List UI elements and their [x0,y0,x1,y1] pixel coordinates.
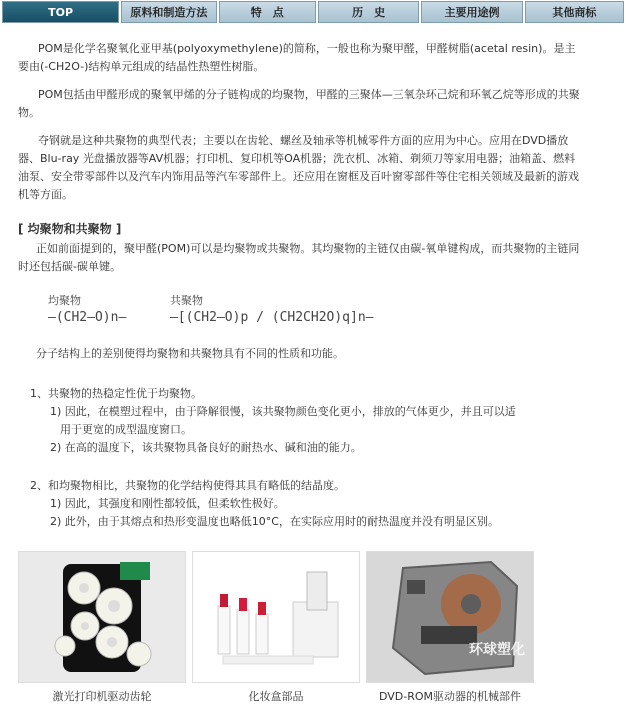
list-2-item-1: 1) 因此，其强度和刚性都较低，但柔软性极好。 [50,497,285,510]
intro-paragraph-1: POM是化学名聚氧化亚甲基(polyoxymethylene)的简称，一般也称为聚甲醛，甲醛树脂(acetal resin)。是主要由(-CH2O-)结构单元组成的结晶性热塑性树脂。 [18,42,576,73]
dvd-drive-parts-image [366,551,534,683]
list-2-head: 2、和均聚物相比，共聚物的化学结构使得其具有略低的结晶度。 [30,479,345,492]
list-1-head: 1、共聚物的热稳定性优于均聚物。 [30,387,202,400]
list-2 [30,477,600,531]
list-1-item-2: 2) 在高的温度下，该共聚物具备良好的耐热水、碱和油的能力。 [50,441,362,454]
copolymer-label: 共聚物 [170,294,203,307]
tab-uses[interactable]: 主要用途例 [421,1,522,23]
tab-top[interactable]: TOP [2,1,119,23]
intro-paragraph-3: 夺钢就是这种共聚物的典型代表；主要以在齿轮、螺丝及轴承等机械零件方面的应用为中心。应用在DVD播放器、Blu-ray 光盘播放器等AV机器；打印机、复印机等OA机器；洗衣机、冰箱、剃须刀等家用电器；油箱盖、燃料油泵、安全带零部件以及汽车内饰用品等汽车零部件上。还应用在窗框及百叶窗零部件等住宅相关领域及最新的游戏机等方面。 [18,134,579,201]
cosmetics-case-image [192,551,360,683]
formula-block [48,292,588,337]
homopolymer-label: 均聚物 [48,294,81,307]
watermark-text: 环球塑化 [469,642,525,658]
section-paragraph [18,240,584,286]
section-text: 正如前面提到的，聚甲醛(POM)可以是均聚物或共聚物。其均聚物的主链仅由碳-氧单键构成，而共聚物的主链同时还包括碳-碳单键。 [18,242,580,273]
product-gallery [18,551,616,701]
laser-printer-gears-image [18,551,186,683]
list-1-item-1: 1) 因此，在模塑过程中，由于降解很慢，该共聚物颜色变化更小，排放的气体更少，并且可以适 [50,405,516,418]
homopolymer-formula: —(CH2—O)n— [48,310,127,325]
caption-dvd-drive-parts: DVD-ROM驱动器的机械部件 [378,690,522,703]
tab-materials[interactable]: 原料和制造方法 [121,1,216,23]
tab-other-brands[interactable]: 其他商标 [525,1,624,23]
intro-content [18,40,584,214]
section-title: [ 均聚物和共聚物 ] [18,222,122,236]
caption-laser-printer-gears: 激光打印机驱动齿轮 [52,690,152,703]
formula-note: 分子结构上的差别使得均聚物和共聚物具有不同的性质和功能。 [36,347,344,360]
list-2-item-2: 2) 此外，由于其熔点和热形变温度也略低10°C，在实际应用时的耐热温度并没有明显区别。 [50,515,499,528]
tab-features[interactable]: 特 点 [219,1,316,23]
tab-history[interactable]: 历 史 [318,1,419,23]
list-1-item-1b: 用于更宽的成型温度窗口。 [60,423,192,436]
caption-cosmetics-case: 化妆盒部品 [248,690,304,703]
copolymer-formula: —[(CH2—O)p / (CH2CH2O)q]n— [170,310,374,325]
intro-paragraph-2: POM包括由甲醛形成的聚氧甲烯的分子链构成的均聚物，甲醛的三聚体—三氧杂环己烷和环氧乙烷等形成的共聚物。 [18,88,580,119]
list-1 [30,385,600,457]
top-nav [0,0,626,24]
